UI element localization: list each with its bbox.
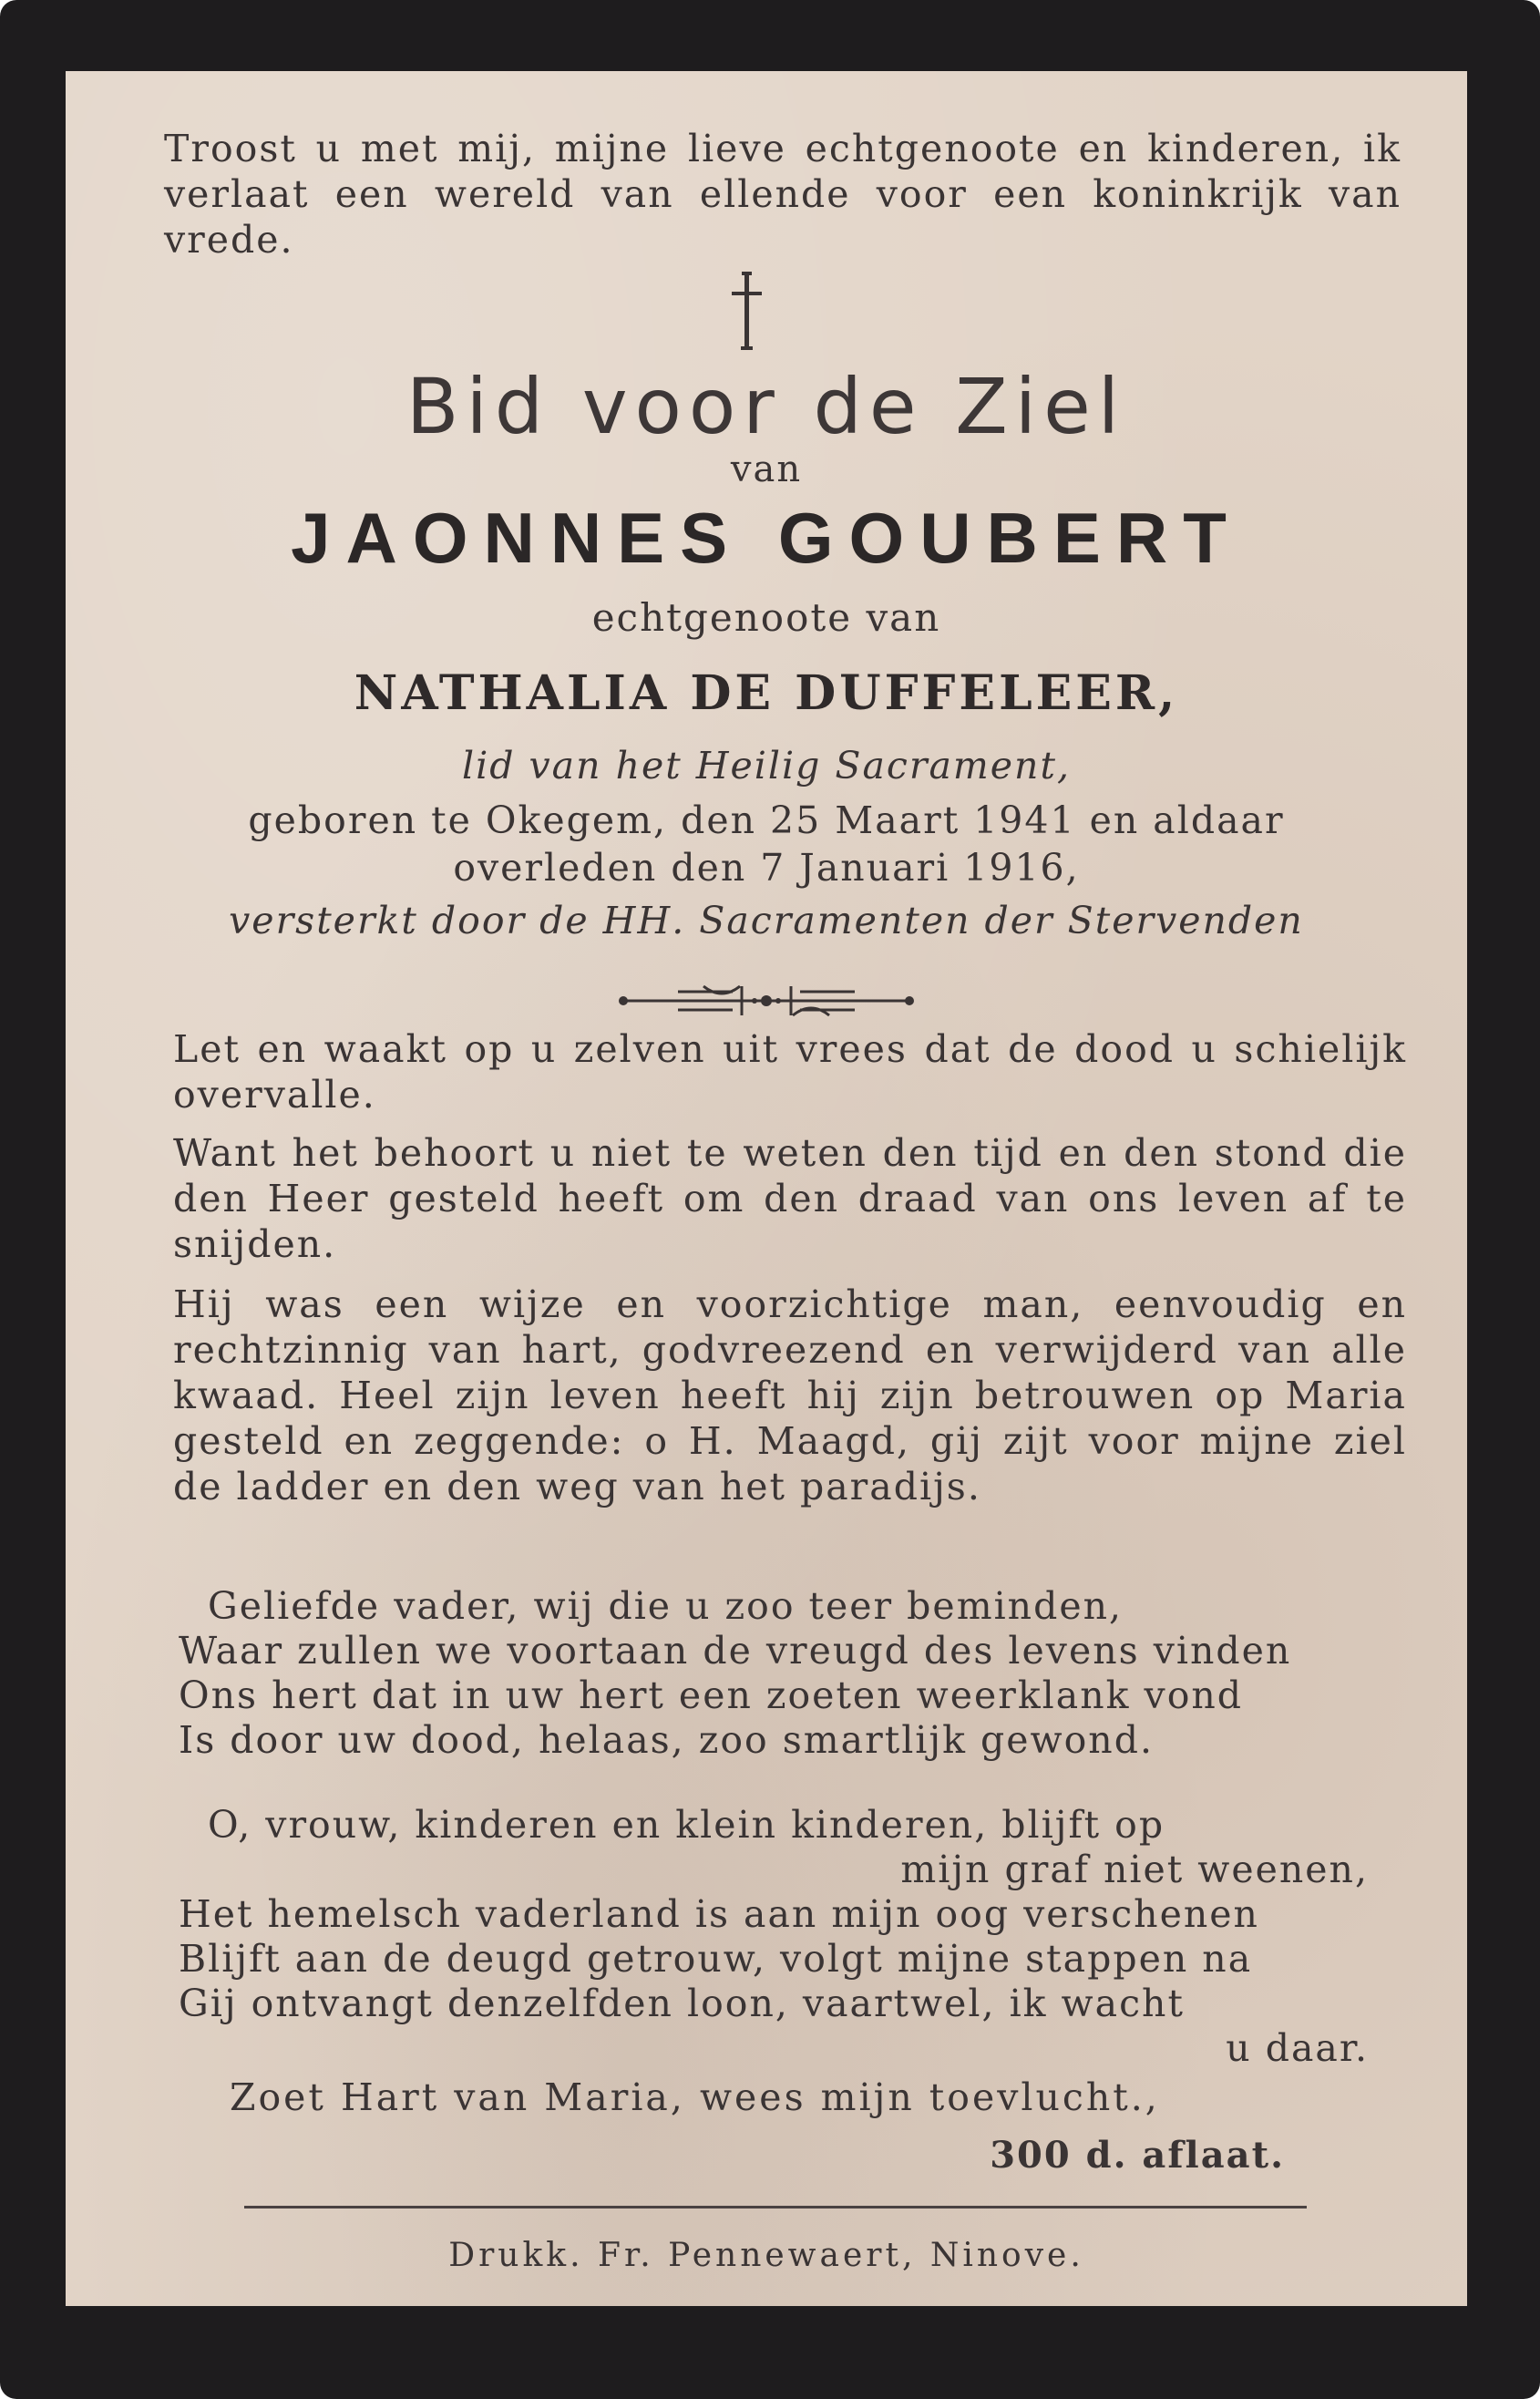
opening-quote: Troost u met mij, mijne lieve echtgenoote en kinderen, ik verlaat een wereld van ellende voor een koninkrijk van vrede. bbox=[164, 127, 1401, 262]
latin-cross-icon bbox=[66, 270, 1467, 352]
verse-1-line: Is door uw dood, helaas, zoo smartlijk gewond. bbox=[179, 1718, 1154, 1762]
verse-2-line: O, vrouw, kinderen en klein kinderen, blijft op bbox=[208, 1803, 1165, 1847]
membership-line: lid van het Heilig Sacrament, bbox=[462, 744, 1071, 788]
verse-1 bbox=[179, 1584, 1412, 1763]
paragraph-2: Want het behoort u niet te weten den tijd en den stond die den Heer gesteld heeft om den draad van ons leven af te snijden. bbox=[173, 1131, 1407, 1266]
verse-2-line: Het hemelsch vaderland is aan mijn oog verschenen bbox=[179, 1892, 1259, 1936]
divider-rule bbox=[244, 2206, 1307, 2209]
prayer-line: Zoet Hart van Maria, wees mijn toevlucht., bbox=[230, 2075, 1160, 2119]
verse-1-line: Ons hert dat in uw hert een zoeten weerklank vond bbox=[179, 1673, 1244, 1717]
verse-2 bbox=[179, 1803, 1412, 2071]
paragraph-3: Hij was een wijze en voorzichtige man, eenvoudig en rechtzinnig van hart, godvreezend en verwijderd van alle kwaad. Heel zijn leven heeft hij zijn betrouwen op Maria gesteld en zeggende: o H. Maagd, gij zijt voor mijne ziel de ladder en den weg van het paradijs. bbox=[173, 1282, 1407, 1508]
card-paper bbox=[66, 71, 1467, 2306]
verse-1-line: Waar zullen we voortaan de vreugd des levens vinden bbox=[179, 1629, 1292, 1673]
birth-death-block bbox=[66, 797, 1467, 891]
verse-2-line: mijn graf niet weenen, bbox=[900, 1848, 1369, 1891]
printer-credit: Drukk. Fr. Pennewaert, Ninove. bbox=[448, 2237, 1084, 2274]
death-line: overleden den 7 Januari 1916, bbox=[453, 846, 1080, 890]
verse-2-line: u daar. bbox=[1226, 2026, 1369, 2070]
spouse-name: NATHALIA DE DUFFELEER, bbox=[354, 665, 1179, 721]
verse-2-line: Blijft aan de deugd getrouw, volgt mijne stappen na bbox=[179, 1937, 1253, 1981]
indulgence-line: 300 d. aflaat. bbox=[990, 2134, 1285, 2177]
van-label: van bbox=[730, 448, 803, 490]
ornamental-divider-icon bbox=[66, 973, 1467, 1028]
deceased-name: JAONNES GOUBERT bbox=[291, 498, 1242, 578]
sacraments-line: versterkt door de HH. Sacramenten der Stervenden bbox=[229, 899, 1304, 942]
verse-1-line: Geliefde vader, wij die u zoo teer beminden, bbox=[208, 1584, 1124, 1628]
verse-2-line: Gij ontvangt denzelfden loon, vaartwel, ik wacht bbox=[179, 1982, 1185, 2025]
birth-line: geboren te Okegem, den 25 Maart 1941 en aldaar bbox=[248, 798, 1285, 842]
spouse-of-label: echtgenoote van bbox=[591, 595, 941, 640]
paragraph-1: Let en waakt op u zelven uit vrees dat de dood u schielijk overvalle. bbox=[173, 1027, 1407, 1117]
card-title: Bid voor de Ziel bbox=[406, 362, 1127, 451]
